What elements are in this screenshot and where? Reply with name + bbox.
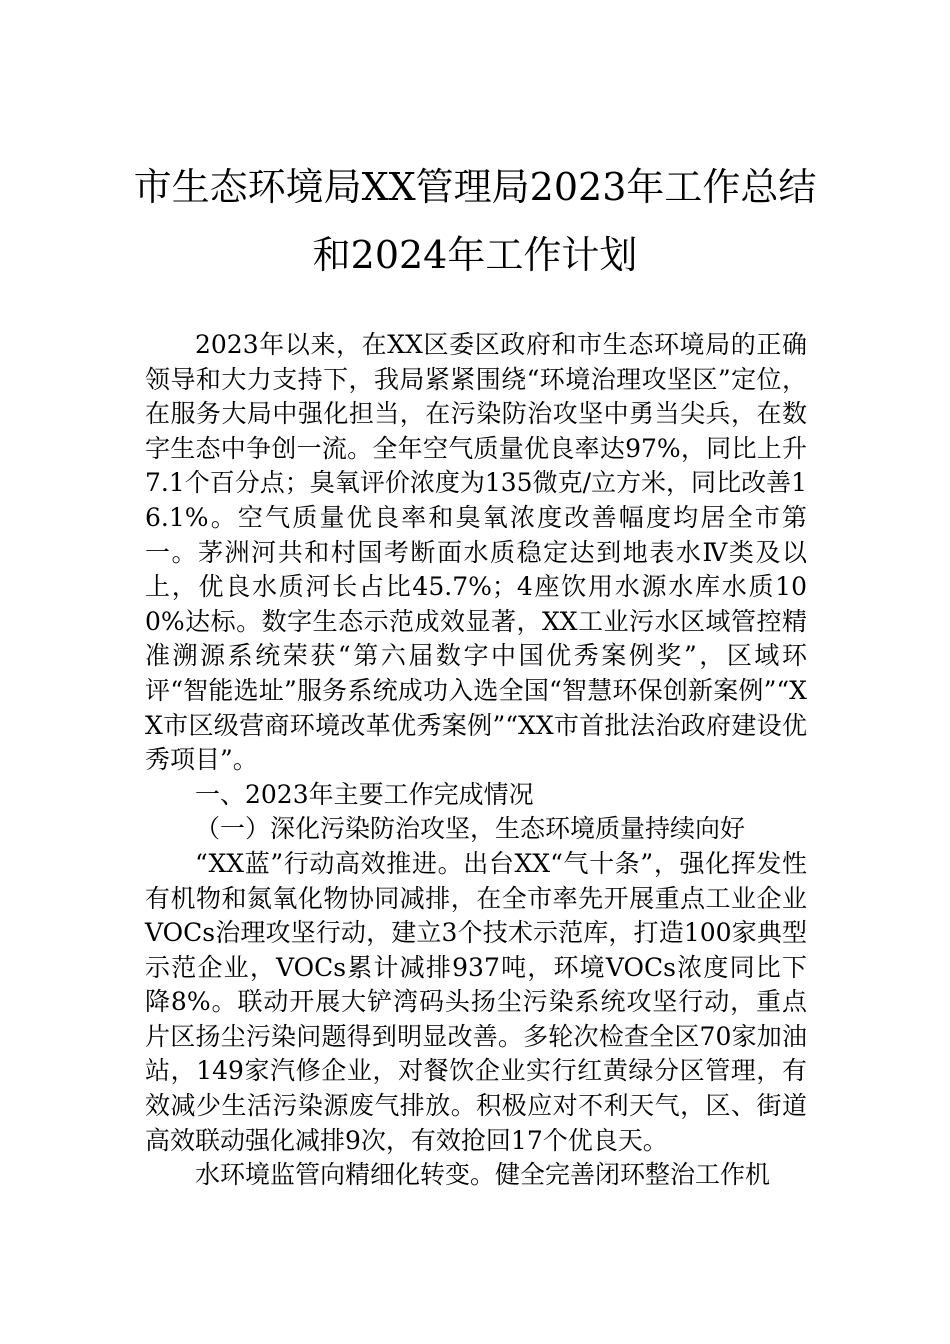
subsection-heading-1: （一）深化污染防治攻坚，生态环境质量持续向好: [195, 814, 746, 844]
document-title-line-1: 市生态环境局XX管理局2023年工作总结: [133, 165, 817, 209]
air-quality-paragraph: “XX蓝”行动高效推进。出台XX“气十条”，强化挥发性有机物和氮氧化物协同减排，在全市率先开展重点工业企业VOCs治理攻坚行动，建立3个技术示范库，打造100家典型示范企业，VOCs累计减排937吨，环境VOCs浓度同比下降8%。联动开展大铲湾码头扬尘污染系统攻坚行动，重点片区扬尘污染问题得到明显改善。多轮次检查全区70家加油站，149家汽修企业，对餐饮企业实行红黄绿分区管理，有效减少生活污染源废气排放。积极应对不利天气，区、街道高效联动强化减排9次，有效抢回17个优良天。: [145, 848, 807, 1155]
intro-paragraph: 2023年以来，在XX区委区政府和市生态环境局的正确领导和大力支持下，我局紧紧围绕“环境治理攻坚区”定位，在服务大局中强化担当，在污染防治攻坚中勇当尖兵，在数字生态中争创一流。全年空气质量优良率达97%，同比上升7.1个百分点；臭氧评价浓度为135微克/立方米，同比改善16.1%。空气质量优良率和臭氧浓度改善幅度均居全市第一。茅洲河共和村国考断面水质稳定达到地表水Ⅳ类及以上，优良水质河长占比45.7%；4座饮用水源水库水质100%达标。数字生态示范成效显著，XX工业污水区域管控精准溯源系统荣获“第六届数字中国优秀案例奖”，区域环评“智能选址”服务系统成功入选全国“智慧环保创新案例”“XX市区级营商环境改革优秀案例”“XX市首批法治政府建设优秀项目”。: [145, 330, 807, 775]
document-title-line-2: 和2024年工作计划: [312, 233, 638, 277]
document-body: [145, 328, 807, 1193]
water-environment-paragraph: 水环境监管向精细化转变。健全完善闭环整治工作机: [195, 1160, 771, 1190]
section-heading-1: 一、2023年主要工作完成情况: [195, 779, 534, 809]
